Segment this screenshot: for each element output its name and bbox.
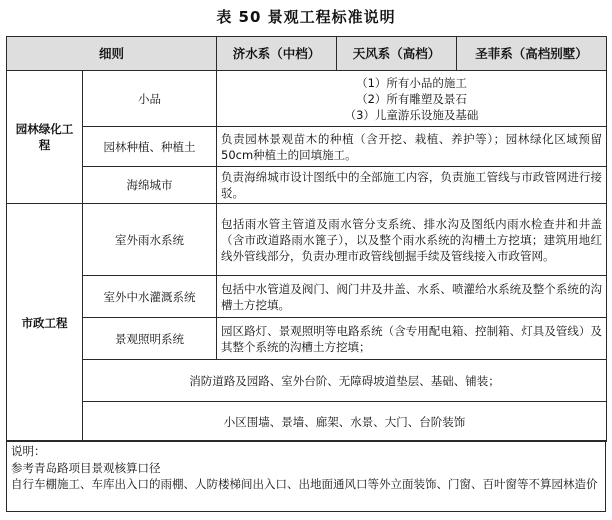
category-municipal: 市政工程 xyxy=(7,204,83,442)
description-line: （3）儿童游乐设施及基础 xyxy=(344,107,479,122)
category-landscape-greening: 园林绿化工程 xyxy=(7,71,83,204)
description-line: （2）所有雕塑及景石 xyxy=(356,91,467,106)
header-tianfeng: 天风系（高档） xyxy=(337,37,457,71)
table-row xyxy=(7,127,607,167)
full-width-item: 小区围墙、景墙、廊架、水景、大门、台阶装饰 xyxy=(83,402,607,442)
table-header-row xyxy=(7,37,607,71)
item-description: 负责海绵城市设计图纸中的全部施工内容，负责施工管线与市政管网进行接驳。 xyxy=(217,167,607,204)
table-row xyxy=(7,71,607,127)
table-row xyxy=(7,318,607,360)
item-label: 室外雨水系统 xyxy=(83,204,217,276)
table-row xyxy=(7,360,607,402)
standards-table xyxy=(6,36,607,442)
table-title: 表 50 景观工程标准说明 xyxy=(216,8,396,26)
item-label: 景观照明系统 xyxy=(83,318,217,360)
table-row xyxy=(7,167,607,204)
item-description: 园区路灯、景观照明等电路系统（含专用配电箱、控制箱、灯具及管线）及其整个系统的沟槽土方挖填； xyxy=(217,318,607,360)
header-shengfei: 圣菲系（高档别墅） xyxy=(457,37,607,71)
item-description: 负责园林景观苗木的种植（含开挖、栽植、养护等）；园林绿化区域预留50cm种植土的回填施工。 xyxy=(217,127,607,167)
notes-box xyxy=(6,440,606,512)
full-width-item: 消防道路及园路、室外台阶、无障碍坡道垫层、基础、铺装； xyxy=(83,360,607,402)
item-label: 海绵城市 xyxy=(83,167,217,204)
notes-line: 自行车棚施工、车库出入口的雨棚、人防楼梯间出入口、出地面通风口等外立面装饰、门窗、百叶窗等不算园林造价 xyxy=(11,477,598,491)
item-description: 包括雨水管主管道及雨水管分支系统、排水沟及图纸内雨水检查井和井盖（含市政道路雨水篦子），以及整个雨水系统的沟槽土方挖填；建筑用地红线外管线部分，负责办理市政管线刨掘手续及管线接入市政管网。 xyxy=(217,204,607,276)
item-label: 小品 xyxy=(83,71,217,127)
notes-heading: 说明： xyxy=(11,444,46,458)
table-row xyxy=(7,402,607,442)
item-description: 包括中水管道及阀门、阀门井及井盖、水系、喷灌给水系统及整个系统的沟槽土方挖填。 xyxy=(217,276,607,318)
item-description xyxy=(217,71,607,127)
table-row xyxy=(7,204,607,276)
header-detail: 细则 xyxy=(7,37,217,71)
notes-line: 参考青岛路项目景观核算口径 xyxy=(11,460,161,475)
table-row xyxy=(7,276,607,318)
item-label: 室外中水灌溉系统 xyxy=(83,276,217,318)
header-jishui: 济水系（中档） xyxy=(217,37,337,71)
item-label: 园林种植、种植土 xyxy=(83,127,217,167)
description-line: （1）所有小品的施工 xyxy=(356,75,467,90)
